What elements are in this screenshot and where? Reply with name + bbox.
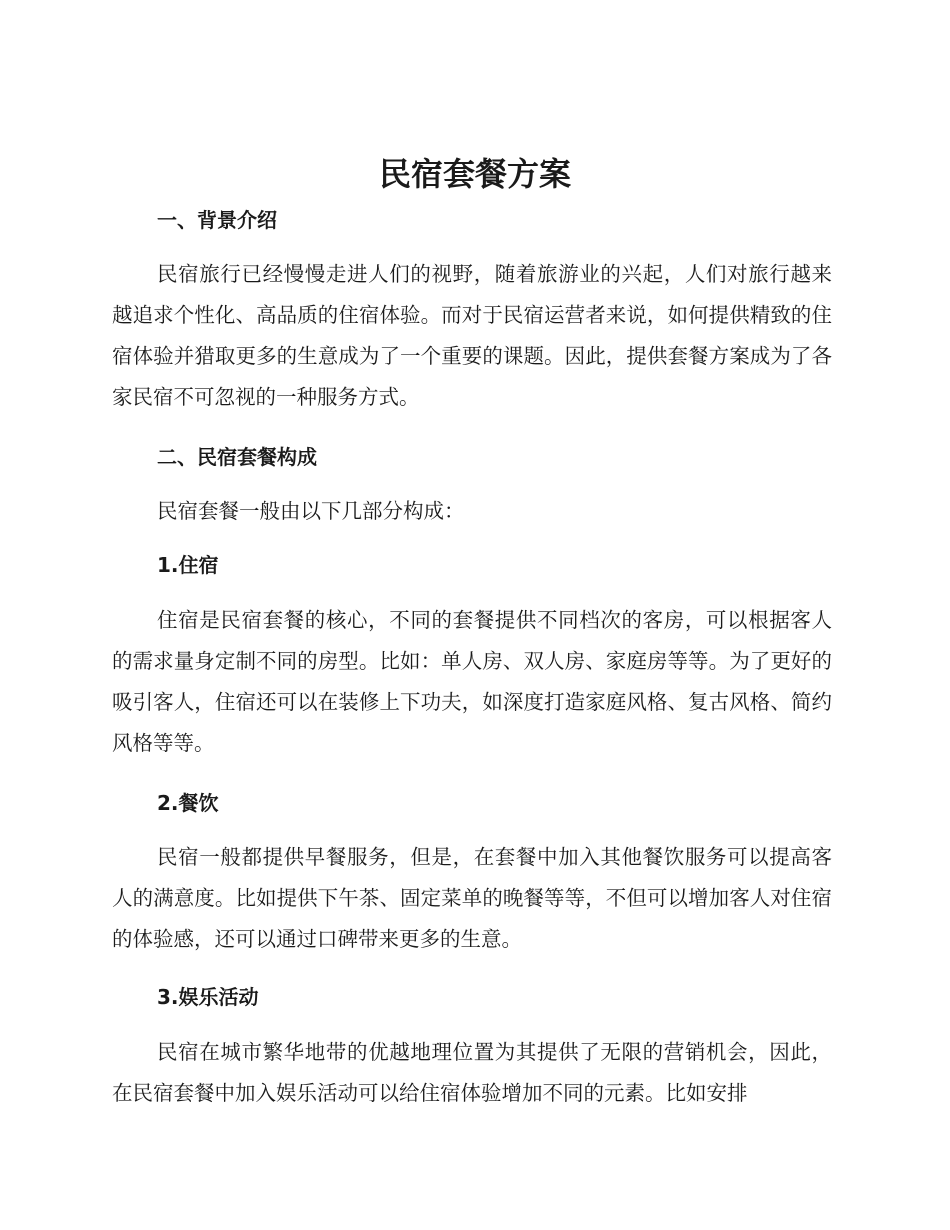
section-heading-background: 一、背景介绍	[157, 208, 277, 232]
paragraph-lodging: 住宿是民宿套餐的核心，不同的套餐提供不同档次的客房，可以根据客人的需求量身定制不同的房型。比如：单人房、双人房、家庭房等等。为了更好的吸引客人，住宿还可以在装修上下功夫，如深度打造家庭风格、复古风格、简约风格等等。	[112, 608, 832, 755]
subheading-dining: 2.餐饮	[157, 791, 219, 815]
subheading-lodging: 1.住宿	[157, 553, 219, 577]
subheading-entertainment: 3.娱乐活动	[157, 985, 259, 1009]
paragraph-background: 民宿旅行已经慢慢走进人们的视野，随着旅游业的兴起，人们对旅行越来越追求个性化、高品质的住宿体验。而对于民宿运营者来说，如何提供精致的住宿体验并猎取更多的生意成为了一个重要的课题。因此，提供套餐方案成为了各家民宿不可忽视的一种服务方式。	[112, 262, 832, 409]
section-heading-composition: 二、民宿套餐构成	[157, 445, 317, 469]
paragraph-entertainment: 民宿在城市繁华地带的优越地理位置为其提供了无限的营销机会，因此，在民宿套餐中加入娱乐活动可以给住宿体验增加不同的元素。比如安排	[112, 1040, 832, 1105]
document-title: 民宿套餐方案	[378, 155, 571, 193]
paragraph-dining: 民宿一般都提供早餐服务，但是，在套餐中加入其他餐饮服务可以提高客人的满意度。比如提供下午茶、固定菜单的晚餐等等，不但可以增加客人对住宿的体验感，还可以通过口碑带来更多的生意。	[112, 845, 832, 951]
paragraph-composition-intro: 民宿套餐一般由以下几部分构成：	[157, 499, 465, 523]
